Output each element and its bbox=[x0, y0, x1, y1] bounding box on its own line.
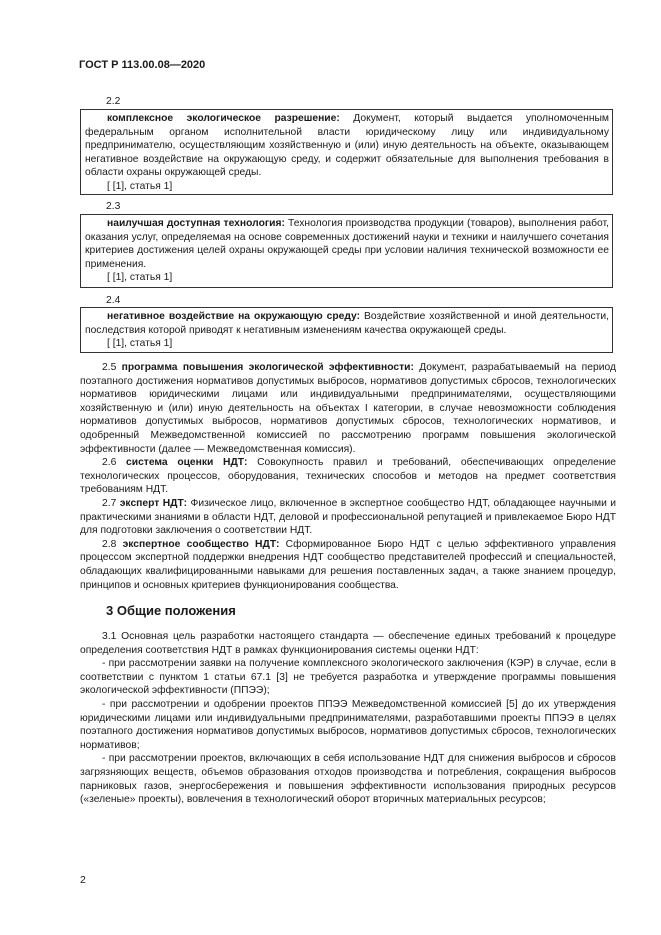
term-box-2-3 bbox=[80, 214, 613, 288]
document-header: ГОСТ Р 113.00.08—2020 bbox=[79, 59, 206, 71]
term-source: [ [1], статья 1] bbox=[107, 338, 173, 350]
term-box-2-2 bbox=[80, 109, 613, 195]
term-source: [ [1], статья 1] bbox=[107, 272, 173, 284]
term-title: программа повышения экологической эффективности: bbox=[121, 362, 414, 373]
term-title: комплексное экологическое разрешение: bbox=[107, 113, 340, 124]
term-definition: Воздействие хозяйственной и иной деятельности, последствия которой приводят к негативным изменениям качества окружающей среды. bbox=[85, 311, 609, 336]
term-definition: Совокупность правил и требований, обеспечивающих определение технологических процессов, оборудования, технических способов и методов на предмет соответствия требованиям НДТ. bbox=[80, 457, 616, 496]
term-definition: Физическое лицо, включенное в экспертное сообщество НДТ, обладающее научными и практическими знаниями в области НДТ, деловой и профессиональной репутацией и привлекаемое Бюро НДТ для подготовки заключения о соответствии НДТ. bbox=[80, 497, 616, 537]
term-title: система оценки НДТ: bbox=[126, 457, 248, 469]
term-title: негативное воздействие на окружающую среду: bbox=[107, 311, 361, 322]
term-number-2-3: 2.3 bbox=[106, 201, 121, 212]
term-2-5 bbox=[80, 361, 616, 456]
term-number: 2.7 bbox=[102, 497, 117, 509]
term-2-8 bbox=[80, 538, 616, 592]
term-number-2-2: 2.2 bbox=[106, 96, 121, 107]
section-title: 3 Общие положения bbox=[106, 603, 236, 618]
term-number: 2.6 bbox=[102, 457, 117, 469]
term-number: 2.8 bbox=[102, 538, 117, 550]
term-2-6 bbox=[80, 456, 616, 497]
term-source: [ [1], статья 1] bbox=[107, 180, 173, 192]
list-item: - при рассмотрении и одобрении проектов ППЭЭ Межведомственной комиссией [5] до их утверждения юридическими лицами или индивидуальными предпринимателями, разработавшими проекты ППЭЭ в целях поэтапного достижения нормативов допустимых выбросов, нормативов допустимых сбросов, технологических нормативов; bbox=[80, 698, 616, 751]
term-title: наилучшая доступная технология: bbox=[107, 218, 285, 229]
term-number-2-4: 2.4 bbox=[106, 295, 121, 306]
term-definition: Сформированное Бюро НДТ с целью эффективного управления процессом экспертной поддержки внедрения НДТ сообщество представителей профессий и специальностей, обладающих квалифицированными навыками для решения поставленных задач, а также знанием процедур, принципов и основных критериев функционирования сообщества. bbox=[80, 538, 616, 591]
term-definition: Технология производства продукции (товаров), выполнения работ, оказания услуг, определяемая на основе современных достижений науки и техники и наилучшего сочетания критериев достижения целей охраны окружающей среды при условии наличия технической возможности ее применения. bbox=[85, 218, 609, 270]
term-definition: Документ, который выдается уполномоченным федеральным органом исполнительной власти юридическому лицу или индивидуальному предпринимателю, осуществляющим хозяйственную и (или) иную деятельность на объекте, оказывающем негативное воздействие на окружающую среду, и содержит обязательные для выполнения требования в области охраны окружающей среды. bbox=[85, 113, 609, 179]
list-item: - при рассмотрении заявки на получение комплексного экологического заключения (КЭР) в случае, если в соответствии с пунктом 1 статьи 67.1 [3] не требуется разработка и утверждение программы повышения экологической эффективности (ППЭЭ); bbox=[80, 658, 616, 697]
term-2-7 bbox=[80, 497, 616, 538]
terms-plain bbox=[80, 361, 616, 592]
page-number: 2 bbox=[80, 874, 86, 886]
term-box-2-4 bbox=[80, 307, 613, 353]
term-title: эксперт НДТ: bbox=[119, 497, 188, 509]
section-intro: 3.1 Основная цель разработки настоящего стандарта — обеспечение единых требований к процедуре определения соответствия НДТ в рамках функционирования системы оценки НДТ: bbox=[80, 631, 616, 656]
list-item: - при рассмотрении проектов, включающих в себя использование НДТ для снижения выбросов и сбросов загрязняющих веществ, объемов образования отходов производства и потребления, сокращения выбросов парниковых газов, энергосбережения и повышения эффективности использования природных ресурсов («зеленые» проекты), вовлечения в технологический оборот вторичных материальных ресурсов; bbox=[80, 753, 616, 806]
term-title: экспертное сообщество НДТ: bbox=[122, 538, 280, 550]
term-number: 2.5 bbox=[102, 362, 117, 373]
section-3-body bbox=[80, 630, 616, 807]
term-definition: Документ, разрабатываемый на период поэтапного достижения нормативов допустимых выбросов, нормативов допустимых сбросов, технологических нормативов юридическими лицами или индивидуальными предпринимателями, осуществляющими хозяйственную и (или) иную деятельность на объектах I категории, в случае невозможности соблюдения нормативов допустимых выбросов, нормативов допустимых сбросов, технологических нормативов, и одобренный Межведомственной комиссией по рассмотрению программ повышения экологической эффективности (далее — Межведомственная комиссия). bbox=[80, 362, 616, 455]
